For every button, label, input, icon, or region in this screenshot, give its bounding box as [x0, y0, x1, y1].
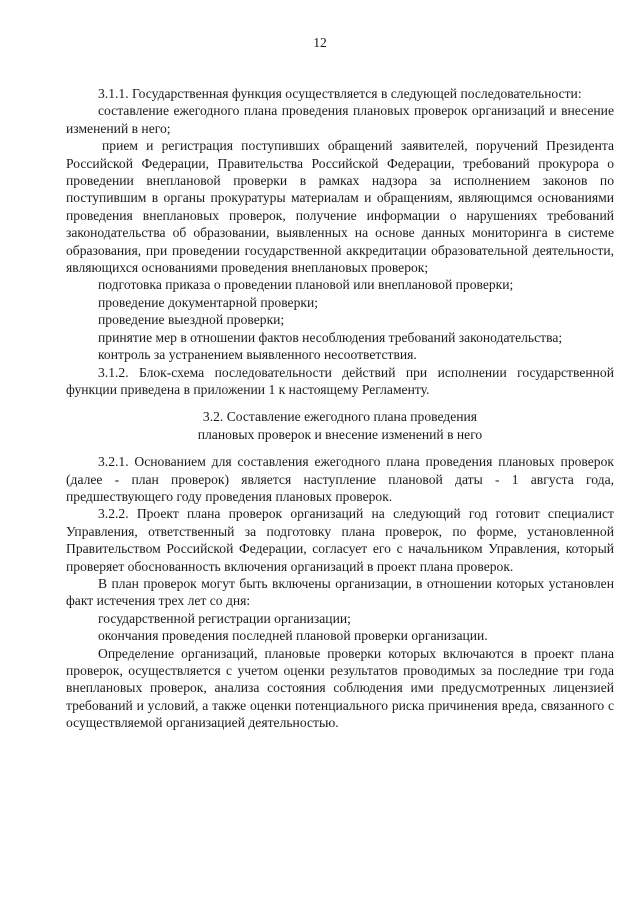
document-body	[66, 85, 614, 732]
section-heading-line-1: 3.2. Составление ежегодного плана проведения	[202, 409, 478, 425]
paragraph-3-1-1: 3.1.1. Государственная функция осуществляется в следующей последовательности:	[98, 86, 582, 101]
paragraph-3-2-2: 3.2.2. Проект плана проверок организаций на следующий год готовит специалист Управления, ответственный за подготовку плана проверок, по форме, установленной Правительством Российской Федерации, согласует его с начальником Управления, который проверяет обоснованность включения организаций в проект плана проверок.	[66, 506, 614, 574]
page-number: 12	[313, 35, 327, 50]
paragraph-document-check-step: проведение документарной проверки;	[98, 294, 319, 310]
paragraph-plan-step: составление ежегодного плана проведения плановых проверок организаций и внесение изменений в него;	[66, 103, 614, 136]
paragraph-criterion-last-check: окончания проведения последней плановой проверки организации.	[98, 628, 488, 644]
paragraph-selection-method: Определение организаций, плановые проверки которых включаются в проект плана проверок, осуществляется с учетом оценки результатов проводимых за последние три года внеплановых проверок, анализа состояния соблюдения ими предусмотренных лицензией требований и условий, а также оценки потенциального риска причинения вреда, связанного с осуществляемой организацией деятельностью.	[66, 645, 614, 731]
paragraph-onsite-check-step: проведение выездной проверки;	[98, 312, 285, 328]
paragraph-3-2-1: 3.2.1. Основанием для составления ежегодного плана проведения плановых проверок (далее - план проверок) является наступление плановой даты - 1 августа года, предшествующего году проведения плановых проверок.	[66, 454, 614, 504]
section-heading-line-2: плановых проверок и внесение изменений в него	[197, 426, 483, 442]
paragraph-3-1-2: 3.1.2. Блок-схема последовательности действий при исполнении государственной функции приведена в приложении 1 к настоящему Регламенту.	[66, 364, 614, 397]
paragraph-appeals-step: прием и регистрация поступивших обращений заявителей, поручений Президента Российской Федерации, Правительства Российской Федерации, требований прокурора о проведении внеплановой проверки в рамках надзора за исполнением законов по поступившим в органы прокуратуры материалам и обращениям, являющимся основаниями проведения внеплановых проверок, получение информации о нарушениях требований законодательства об образовании, выявленных на основе данных мониторинга в системе образования, при проведении государственной аккредитации образовательной деятельности, являющихся основаниями проведения внеплановых проверок;	[66, 138, 614, 276]
paragraph-inclusion-criteria: В план проверок могут быть включены организации, в отношении которых установлен факт истечения трех лет со дня:	[66, 575, 614, 609]
paragraph-control-step: контроль за устранением выявленного несоответствия.	[98, 347, 417, 363]
paragraph-measures-step: принятие мер в отношении фактов несоблюдения требований законодательства;	[98, 329, 563, 345]
paragraph-order-step: подготовка приказа о проведении плановой или внеплановой проверки;	[98, 277, 514, 293]
paragraph-criterion-registration: государственной регистрации организации;	[98, 610, 351, 626]
